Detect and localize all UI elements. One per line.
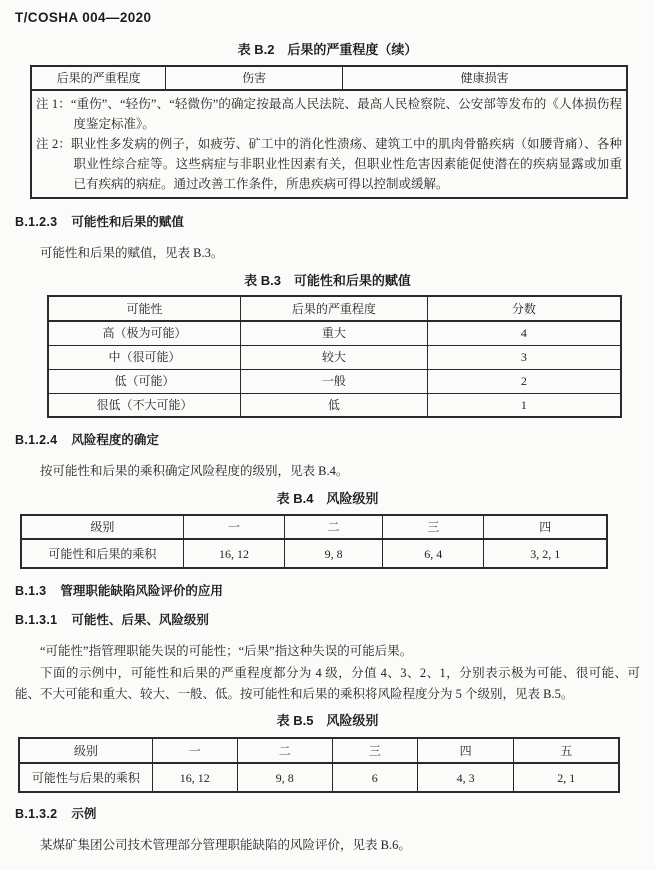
- section-number: B.1.3: [15, 584, 47, 598]
- table-b3-header-severity: 后果的严重程度: [241, 296, 428, 321]
- table-b3: [47, 295, 622, 418]
- table-b2-notes-cell: [31, 90, 627, 198]
- paragraph-b1-2-4: 按可能性和后果的乘积确定风险程度的级别，见表 B.4。: [40, 464, 349, 478]
- cell-severity: 一般: [241, 369, 428, 393]
- table-b5-header-4: 四: [417, 738, 514, 763]
- table-b4-header-4: 四: [484, 515, 607, 539]
- table-b4-header-level: 级别: [21, 515, 183, 539]
- paragraph-b1-3-2: 某煤矿集团公司技术管理部分管理职能缺陷的风险评价，见表 B.6。: [40, 838, 411, 852]
- cell-possibility: 高（极为可能）: [48, 321, 241, 345]
- section-heading-b1-2-4: [15, 432, 640, 449]
- cell-possibility: 低（可能）: [48, 369, 241, 393]
- table-b4-header-3: 三: [383, 515, 484, 539]
- cell-value: 2, 1: [514, 763, 619, 792]
- section-title: 可能性和后果的赋值: [71, 215, 184, 229]
- section-heading-b1-3-1: [15, 612, 640, 629]
- table-b5-header-level: 级别: [19, 738, 152, 763]
- cell-severity: 低: [241, 393, 428, 417]
- table-b5-header-1: 一: [152, 738, 237, 763]
- cell-score: 3: [427, 345, 621, 369]
- table-row: [21, 539, 607, 568]
- table-b4-header-1: 一: [183, 515, 284, 539]
- table-b2-caption: 表 B.2 后果的严重程度（续）: [237, 42, 418, 57]
- section-title: 风险程度的确定: [71, 433, 159, 447]
- section-title: 管理职能缺陷风险评价的应用: [60, 584, 223, 598]
- cell-value: 9, 8: [285, 539, 383, 568]
- table-b5: [18, 737, 620, 793]
- table-b4-caption: 表 B.4 风险级别: [276, 491, 379, 506]
- paragraph-b1-3-1-a: “可能性”指管理职能失误的可能性；“后果”指这种失误的可能后果。: [40, 644, 413, 658]
- table-row: [48, 321, 621, 345]
- section-number: B.1.3.2: [15, 807, 58, 821]
- table-b2-notes-row: [31, 90, 627, 198]
- table-b5-header-3: 三: [332, 738, 417, 763]
- table-b2-note-2: [36, 134, 622, 194]
- table-b2-header-row: [31, 66, 627, 90]
- note-2-text: 职业性多发病的例子，如疲劳、矿工中的消化性溃疡、建筑工中的肌肉骨骼疾病（如腰背痛）、各种职业性综合症等。这些病症与非职业性因素有关，但职业性危害因素能促使潜在的疾病显露或加重已有疾病的病症。通过改善工作条件，所患疾病可得以控制或缓解。: [71, 137, 622, 191]
- cell-score: 4: [427, 321, 621, 345]
- table-row: [48, 369, 621, 393]
- cell-value: 6, 4: [383, 539, 484, 568]
- section-title: 示例: [71, 807, 97, 821]
- cell-product-label: 可能性和后果的乘积: [21, 539, 183, 568]
- cell-value: 6: [332, 763, 417, 792]
- cell-severity: 较大: [241, 345, 428, 369]
- cell-value: 16, 12: [183, 539, 284, 568]
- table-b2-header-health: 健康损害: [343, 66, 627, 90]
- cell-score: 1: [427, 393, 621, 417]
- section-number: B.1.2.3: [15, 215, 58, 229]
- note-1-text: “重伤”、“轻伤”、“轻微伤”的确定按最高人民法院、最高人民检察院、公安部等发布的《人体损伤程度鉴定标准》。: [70, 97, 622, 131]
- table-b5-header-row: [19, 738, 619, 763]
- cell-possibility: 中（很可能）: [48, 345, 241, 369]
- section-number: B.1.2.4: [15, 433, 58, 447]
- table-b2-header-injury: 伤害: [166, 66, 343, 90]
- table-b4-header-row: [21, 515, 607, 539]
- section-heading-b1-2-3: [15, 214, 640, 231]
- table-row: [19, 763, 619, 792]
- cell-value: 3, 2, 1: [484, 539, 607, 568]
- table-row: [48, 345, 621, 369]
- table-b2: [30, 65, 628, 199]
- cell-value: 16, 12: [152, 763, 237, 792]
- table-b5-header-5: 五: [514, 738, 619, 763]
- table-b4-header-2: 二: [285, 515, 383, 539]
- note-2-label: 注 2：: [36, 137, 72, 151]
- doc-number: T/COSHA 004—2020: [15, 10, 152, 25]
- table-b3-header-row: [48, 296, 621, 321]
- table-b5-header-2: 二: [237, 738, 332, 763]
- section-title: 可能性、后果、风险级别: [71, 613, 209, 627]
- cell-product-label: 可能性与后果的乘积: [19, 763, 152, 792]
- table-b4: [20, 514, 608, 569]
- table-b3-header-possibility: 可能性: [48, 296, 241, 321]
- cell-score: 2: [427, 369, 621, 393]
- table-row: [48, 393, 621, 417]
- section-number: B.1.3.1: [15, 613, 58, 627]
- section-heading-b1-3-2: [15, 806, 640, 823]
- table-b2-note-1: [36, 94, 622, 134]
- section-heading-b1-3: [15, 583, 640, 600]
- cell-possibility: 很低（不大可能）: [48, 393, 241, 417]
- table-b3-caption: 表 B.3 可能性和后果的赋值: [244, 273, 411, 288]
- table-b5-caption: 表 B.5 风险级别: [276, 713, 379, 728]
- table-b3-header-score: 分数: [427, 296, 621, 321]
- paragraph-b1-2-3: 可能性和后果的赋值，见表 B.3。: [40, 246, 224, 260]
- paragraph-b1-3-1-b: 下面的示例中，可能性和后果的严重程度都分为 4 级，分值 4、3、2、1，分别表示极为可能、很可能、可能、不大可能和重大、较大、一般、低。按可能性和后果的乘积将风险程度分为 5 个级别，见表 B.5。: [15, 666, 640, 701]
- cell-value: 9, 8: [237, 763, 332, 792]
- note-1-label: 注 1：: [36, 97, 71, 111]
- cell-value: 4, 3: [417, 763, 514, 792]
- table-b2-header-severity: 后果的严重程度: [31, 66, 166, 90]
- cell-severity: 重大: [241, 321, 428, 345]
